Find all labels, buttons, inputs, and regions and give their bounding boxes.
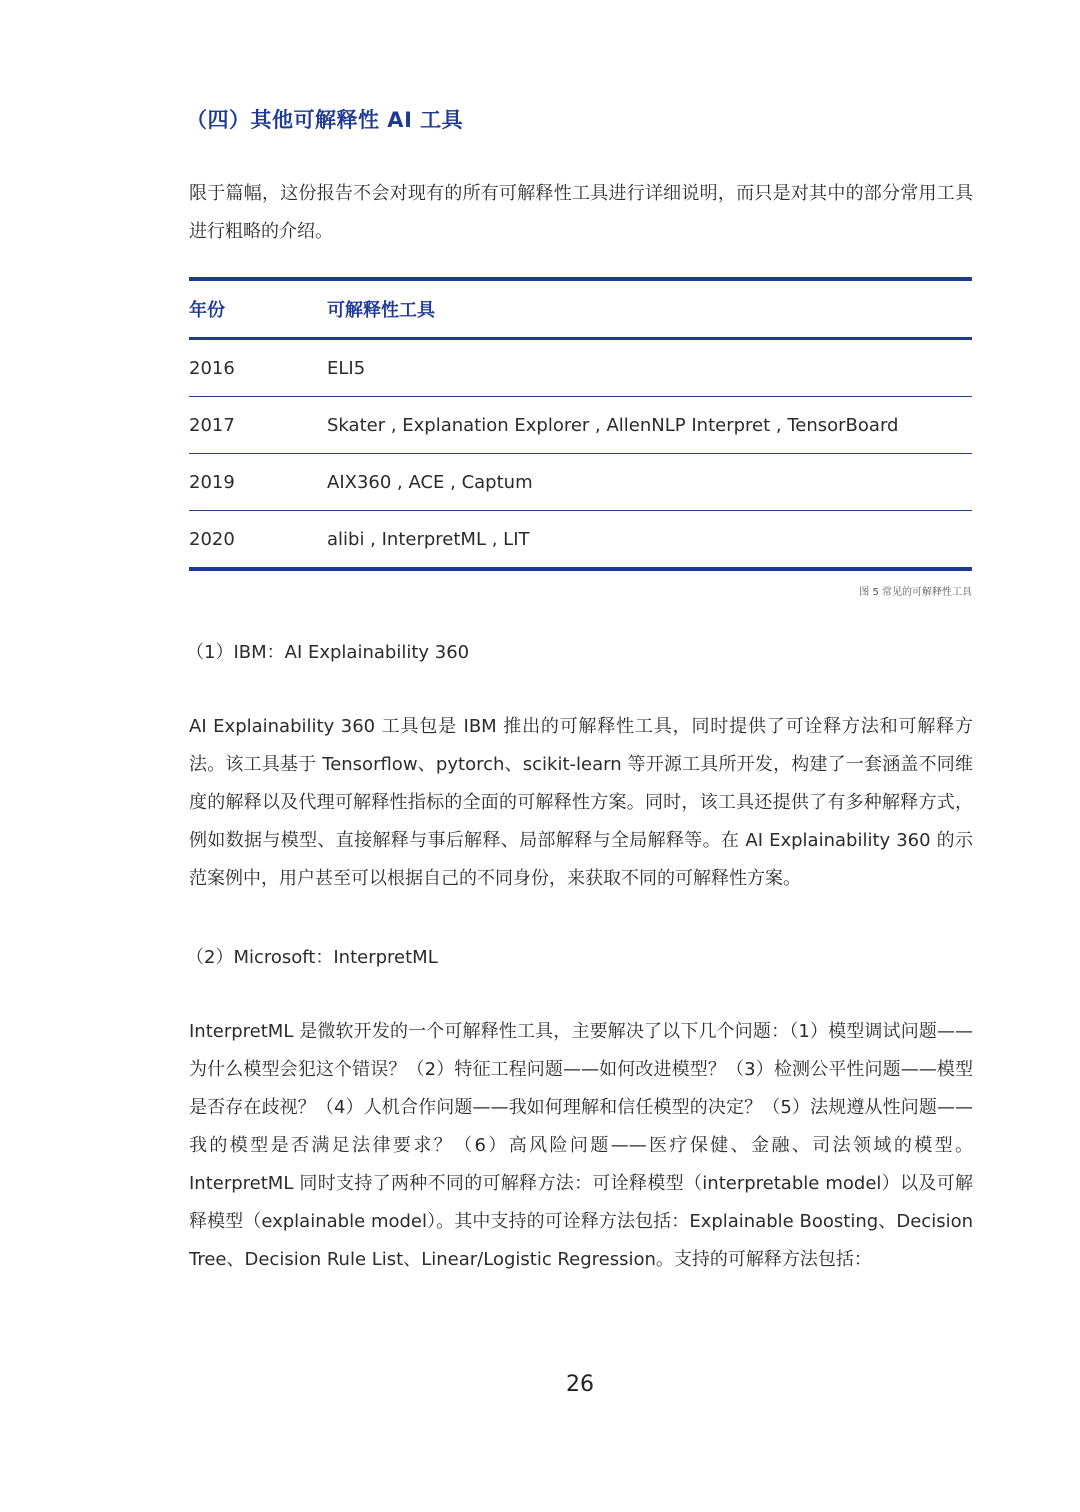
- page-number: 26: [566, 1372, 594, 1397]
- cell-year: 2019: [189, 471, 235, 493]
- cell-year: 2020: [189, 528, 235, 550]
- table-row: [189, 340, 972, 397]
- table-caption: 图 5 常见的可解释性工具: [859, 587, 972, 598]
- table-row: [189, 454, 972, 511]
- table-row: [189, 511, 972, 567]
- header-tools: 可解释性工具: [327, 300, 435, 321]
- cell-tools: AIX360 , ACE , Captum: [327, 471, 533, 493]
- cell-tools: Skater , Explanation Explorer , AllenNLP Interpret , TensorBoard: [327, 414, 899, 436]
- header-year: 年份: [189, 300, 225, 321]
- table-row: [189, 397, 972, 454]
- paragraph-microsoft: InterpretML 是微软开发的一个可解释性工具，主要解决了以下几个问题：（1）模型调试问题——为什么模型会犯这个错误？（2）特征工程问题——如何改进模型？（3）检测公平性问题——模型是否存在歧视？（4）人机合作问题——我如何理解和信任模型的决定？（5）法规遵从性问题——我的模型是否满足法律要求？（6）高风险问题——医疗保健、金融、司法领域的模型。InterpretML 同时支持了两种不同的可解释方法：可诠释模型（interpretable model）以及可解释模型（explainable model）。其中支持的可诠释方法包括：Explainable Boosting、Decision Tree、Decision Rule List、Linear/Logistic Regression。支持的可解释方法包括：: [189, 1021, 973, 1270]
- subsection-heading-ibm: （1）IBM：AI Explainability 360: [186, 642, 470, 663]
- table-header-row: [189, 281, 972, 340]
- cell-year: 2017: [189, 414, 235, 436]
- subsection-heading-microsoft: （2）Microsoft：InterpretML: [186, 947, 438, 968]
- tools-table: [189, 277, 972, 571]
- cell-tools: ELI5: [327, 357, 366, 379]
- cell-year: 2016: [189, 357, 235, 379]
- paragraph-ibm: AI Explainability 360 工具包是 IBM 推出的可解释性工具，同时提供了可诠释方法和可解释方法。该工具基于 Tensorflow、pytorch、scikit-learn 等开源工具所开发，构建了一套涵盖不同维度的解释以及代理可解释性指标的全面的可解释性方案。同时，该工具还提供了有多种解释方式，例如数据与模型、直接解释与事后解释、局部解释与全局解释等。在 AI Explainability 360 的示范案例中，用户甚至可以根据自己的不同身份，来获取不同的可解释性方案。: [189, 716, 973, 889]
- intro-paragraph: 限于篇幅，这份报告不会对现有的所有可解释性工具进行详细说明，而只是对其中的部分常用工具进行粗略的介绍。: [189, 183, 973, 242]
- section-title: （四）其他可解释性 AI 工具: [186, 108, 464, 132]
- cell-tools: alibi , InterpretML , LIT: [327, 528, 530, 550]
